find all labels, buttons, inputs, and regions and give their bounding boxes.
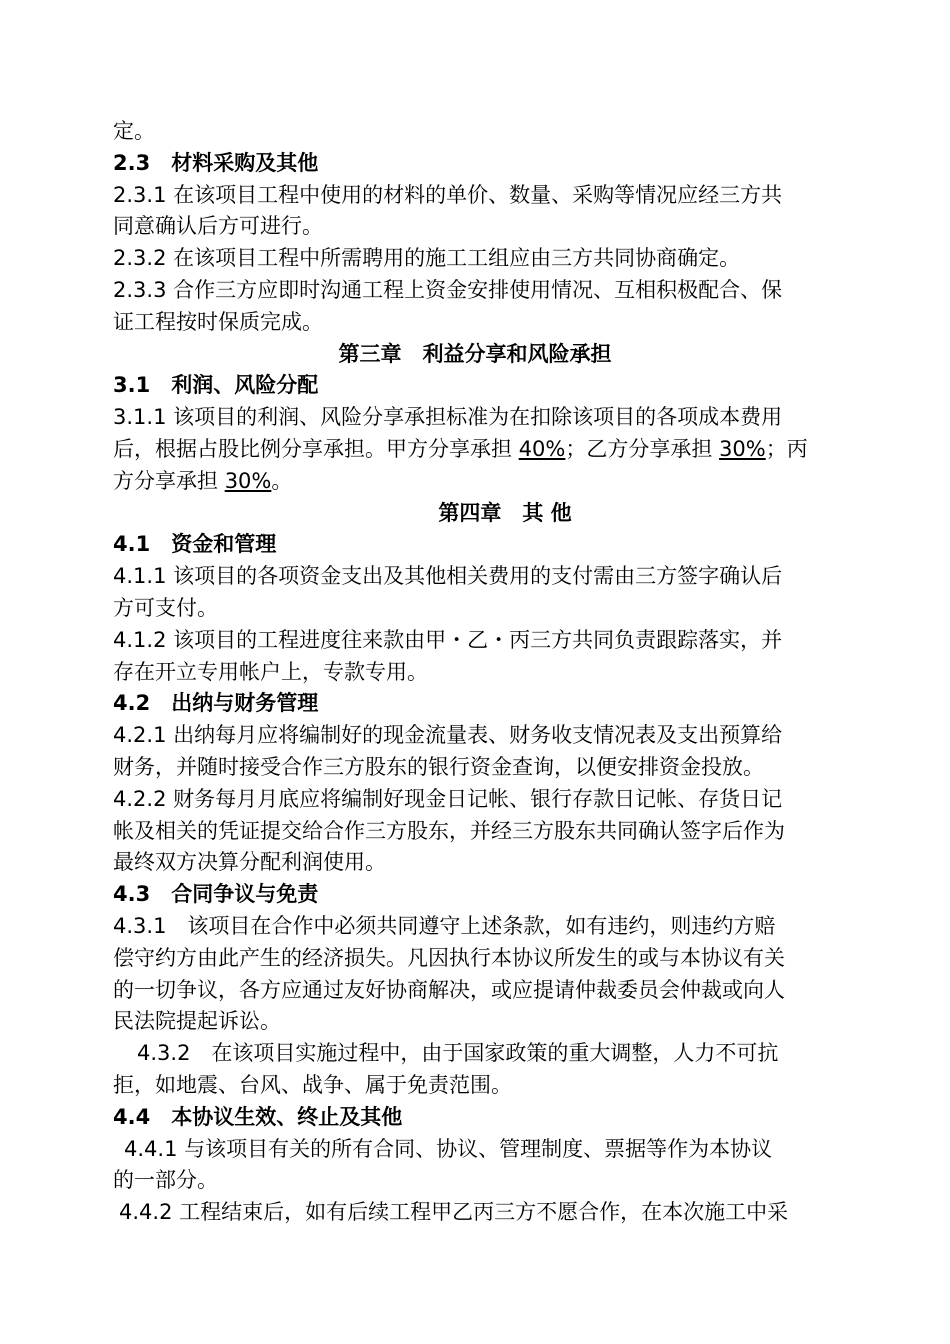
text-line: 的一部分。 xyxy=(113,1168,218,1193)
percentage-value: 40% xyxy=(518,436,566,461)
text-line: 存在开立专用帐户上，专款专用。 xyxy=(113,659,428,684)
text-line: 同意确认后方可进行。 xyxy=(113,214,323,239)
text-line: 4.3.1 该项目在合作中必须共同遵守上述条款，如有违约，则违约方赔 xyxy=(113,913,776,938)
text-line: 帐及相关的凭证提交给合作三方股东，并经三方股东共同确认签字后作为 xyxy=(113,818,785,843)
percentage-value: 30% xyxy=(224,468,272,493)
text-line: 财务，并随时接受合作三方股东的银行资金查询，以便安排资金投放。 xyxy=(113,754,764,779)
text-line: 的一切争议，各方应通过友好协商解决，或应提请仲裁委员会仲裁或向人 xyxy=(113,977,785,1002)
text-line: 拒，如地震、台风、战争、属于免责范围。 xyxy=(113,1072,512,1097)
section-heading: 4.1 资金和管理 xyxy=(113,532,277,557)
text-line: 4.3.2 在该项目实施过程中，由于国家政策的重大调整，人力不可抗 xyxy=(137,1041,779,1066)
chapter-heading: 第四章 其 他 xyxy=(438,500,572,525)
text-line: 方可支付。 xyxy=(113,595,218,620)
text-line: 方分享承担 30%。 xyxy=(113,468,293,493)
text-line: 最终双方决算分配利润使用。 xyxy=(113,850,386,875)
text-line: 偿守约方由此产生的经济损失。凡因执行本协议所发生的或与本协议有关 xyxy=(113,945,785,970)
document-page xyxy=(113,116,837,1229)
text-line: 4.4.1 与该项目有关的所有合同、协议、管理制度、票据等作为本协议 xyxy=(124,1136,773,1161)
text-line: 2.3.3 合作三方应即时沟通工程上资金安排使用情况、互相积极配合、保 xyxy=(113,277,783,302)
text-line: 民法院提起诉讼。 xyxy=(113,1009,281,1034)
text-line: 3.1.1 该项目的利润、风险分享承担标准为在扣除该项目的各项成本费用 xyxy=(113,405,783,430)
percentage-value: 30% xyxy=(719,436,766,461)
text-line: 4.4.2 工程结束后，如有后续工程甲乙丙三方不愿合作，在本次施工中采 xyxy=(119,1200,789,1225)
text-line: 4.1.1 该项目的各项资金支出及其他相关费用的支付需由三方签字确认后 xyxy=(113,564,783,589)
section-heading: 4.3 合同争议与免责 xyxy=(113,882,319,907)
section-heading: 4.4 本协议生效、终止及其他 xyxy=(113,1104,403,1129)
text-line: 定。 xyxy=(113,119,155,143)
section-heading: 4.2 出纳与财务管理 xyxy=(113,691,319,716)
section-heading: 3.1 利润、风险分配 xyxy=(113,373,319,398)
text-line: 2.3.1 在该项目工程中使用的材料的单价、数量、采购等情况应经三方共 xyxy=(113,182,783,207)
text-line: 2.3.2 在该项目工程中所需聘用的施工工组应由三方共同协商确定。 xyxy=(113,246,741,271)
section-heading: 2.3 材料采购及其他 xyxy=(113,150,319,175)
text-line: 4.1.2 该项目的工程进度往来款由甲・乙・丙三方共同负责跟踪落实，并 xyxy=(113,627,783,652)
chapter-heading: 第三章 利益分享和风险承担 xyxy=(338,341,612,366)
text-line: 4.2.1 出纳每月应将编制好的现金流量表、财务收支情况表及支出预算给 xyxy=(113,723,783,748)
text-line: 证工程按时保质完成。 xyxy=(113,309,323,334)
text-line: 后，根据占股比例分享承担。甲方分享承担 40%；乙方分享承担 30%；丙 xyxy=(113,436,808,461)
text-line: 4.2.2 财务每月月底应将编制好现金日记帐、银行存款日记帐、存货日记 xyxy=(113,786,783,811)
